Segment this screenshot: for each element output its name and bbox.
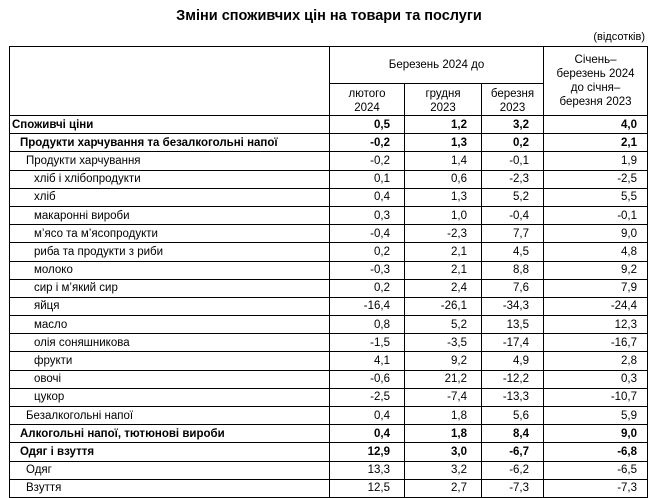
table-row [10, 297, 648, 315]
table-row [10, 461, 648, 479]
value-cell: 5,6 [482, 407, 544, 425]
table-row [10, 407, 648, 425]
value-cell: 0,4 [330, 188, 405, 206]
row-label: Продукти харчування та безалкогольні напої [10, 134, 330, 152]
row-label: хліб і хлібопродукти [10, 170, 330, 188]
row-label: Взуття [10, 479, 330, 497]
value-cell: -17,4 [482, 334, 544, 352]
value-cell: 1,2 [405, 116, 482, 134]
table-row [10, 225, 648, 243]
value-cell: 4,9 [482, 352, 544, 370]
table-body [10, 116, 648, 498]
row-label: овочі [10, 370, 330, 388]
value-cell: 13,5 [482, 316, 544, 334]
value-cell: 2,1 [405, 261, 482, 279]
period-group-header: Березень 2024 до [330, 47, 544, 84]
value-cell: 0,2 [330, 243, 405, 261]
value-cell: 0,5 [330, 116, 405, 134]
value-cell: 8,4 [482, 425, 544, 443]
value-cell: 9,0 [544, 425, 648, 443]
value-cell: 1,8 [405, 407, 482, 425]
value-cell: 0,6 [405, 170, 482, 188]
value-cell: 1,4 [405, 152, 482, 170]
row-label: яйця [10, 297, 330, 315]
value-cell: 2,4 [405, 279, 482, 297]
value-cell: 3,2 [405, 461, 482, 479]
value-cell: 4,5 [482, 243, 544, 261]
value-cell: 4,8 [544, 243, 648, 261]
value-cell: -0,2 [330, 152, 405, 170]
value-cell: -6,7 [482, 443, 544, 461]
value-cell: -2,5 [544, 170, 648, 188]
value-cell: 1,3 [405, 134, 482, 152]
table-row [10, 388, 648, 406]
value-cell: 7,6 [482, 279, 544, 297]
table-row [10, 188, 648, 206]
table-row [10, 479, 648, 497]
value-cell: 5,2 [482, 188, 544, 206]
unit-label: (відсотків) [593, 31, 645, 43]
value-cell: 5,5 [544, 188, 648, 206]
table-row [10, 425, 648, 443]
table-row [10, 261, 648, 279]
col-header-dec: грудня 2023 [405, 84, 482, 116]
value-cell: 0,4 [330, 407, 405, 425]
value-cell: -34,3 [482, 297, 544, 315]
value-cell: 2,1 [544, 134, 648, 152]
table-row [10, 116, 648, 134]
row-label: хліб [10, 188, 330, 206]
col-header-feb: лютого 2024 [330, 84, 405, 116]
row-label: макаронні вироби [10, 206, 330, 224]
value-cell: -0,6 [330, 370, 405, 388]
value-cell: -7,3 [482, 479, 544, 497]
value-cell: 13,3 [330, 461, 405, 479]
value-cell: 5,2 [405, 316, 482, 334]
value-cell: 12,5 [330, 479, 405, 497]
row-label: Одяг і взуття [10, 443, 330, 461]
table-row [10, 279, 648, 297]
value-cell: -10,7 [544, 388, 648, 406]
value-cell: -6,5 [544, 461, 648, 479]
row-label: м’ясо та м’ясопродукти [10, 225, 330, 243]
value-cell: -2,3 [405, 225, 482, 243]
page-title: Зміни споживчих цін на товари та послуги [176, 8, 482, 24]
value-cell: -13,3 [482, 388, 544, 406]
row-label: Алкогольні напої, тютюнові вироби [10, 425, 330, 443]
row-label: молоко [10, 261, 330, 279]
value-cell: 4,0 [544, 116, 648, 134]
value-cell: -6,2 [482, 461, 544, 479]
value-cell: 21,2 [405, 370, 482, 388]
value-cell: -0,1 [482, 152, 544, 170]
value-cell: -7,3 [544, 479, 648, 497]
value-cell: 1,0 [405, 206, 482, 224]
row-label: Споживчі ціни [10, 116, 330, 134]
value-cell: -0,4 [330, 225, 405, 243]
table-row [10, 443, 648, 461]
value-cell: 5,9 [544, 407, 648, 425]
row-label: цукор [10, 388, 330, 406]
value-cell: -1,5 [330, 334, 405, 352]
value-cell: -16,4 [330, 297, 405, 315]
row-label: Продукти харчування [10, 152, 330, 170]
value-cell: -24,4 [544, 297, 648, 315]
value-cell: 0,8 [330, 316, 405, 334]
row-label: олія соняшникова [10, 334, 330, 352]
row-label: риба та продукти з риби [10, 243, 330, 261]
value-cell: 12,3 [544, 316, 648, 334]
value-cell: -16,7 [544, 334, 648, 352]
value-cell: 0,1 [330, 170, 405, 188]
value-cell: 2,8 [544, 352, 648, 370]
row-label-header [10, 47, 330, 116]
value-cell: -12,2 [482, 370, 544, 388]
value-cell: 7,9 [544, 279, 648, 297]
row-label: Одяг [10, 461, 330, 479]
value-cell: -0,4 [482, 206, 544, 224]
value-cell: 9,2 [405, 352, 482, 370]
table-row [10, 243, 648, 261]
value-cell: 0,2 [482, 134, 544, 152]
row-label: масло [10, 316, 330, 334]
value-cell: -7,4 [405, 388, 482, 406]
value-cell: 2,1 [405, 243, 482, 261]
table-row [10, 334, 648, 352]
row-label: Безалкогольні напої [10, 407, 330, 425]
table-row [10, 370, 648, 388]
table-row [10, 134, 648, 152]
value-cell: 9,0 [544, 225, 648, 243]
value-cell: 1,9 [544, 152, 648, 170]
value-cell: 7,7 [482, 225, 544, 243]
row-label: фрукти [10, 352, 330, 370]
value-cell: 12,9 [330, 443, 405, 461]
value-cell: 8,8 [482, 261, 544, 279]
table-row [10, 316, 648, 334]
value-cell: -0,3 [330, 261, 405, 279]
table-row [10, 206, 648, 224]
value-cell: -2,5 [330, 388, 405, 406]
cumulative-header: Січень–березень 2024 до січня–березня 2023 [544, 47, 648, 116]
table-row [10, 352, 648, 370]
value-cell: -0,2 [330, 134, 405, 152]
value-cell: 1,8 [405, 425, 482, 443]
price-change-table [9, 46, 648, 498]
col-header-mar: березня 2023 [482, 84, 544, 116]
value-cell: 2,7 [405, 479, 482, 497]
value-cell: 3,0 [405, 443, 482, 461]
value-cell: 0,3 [544, 370, 648, 388]
value-cell: 0,4 [330, 425, 405, 443]
row-label: сир і м’який сир [10, 279, 330, 297]
value-cell: 9,2 [544, 261, 648, 279]
table-row [10, 170, 648, 188]
value-cell: -26,1 [405, 297, 482, 315]
value-cell: 0,2 [330, 279, 405, 297]
value-cell: 1,3 [405, 188, 482, 206]
value-cell: -2,3 [482, 170, 544, 188]
value-cell: -0,1 [544, 206, 648, 224]
value-cell: 3,2 [482, 116, 544, 134]
value-cell: -3,5 [405, 334, 482, 352]
table-row [10, 152, 648, 170]
value-cell: -6,8 [544, 443, 648, 461]
value-cell: 4,1 [330, 352, 405, 370]
value-cell: 0,3 [330, 206, 405, 224]
